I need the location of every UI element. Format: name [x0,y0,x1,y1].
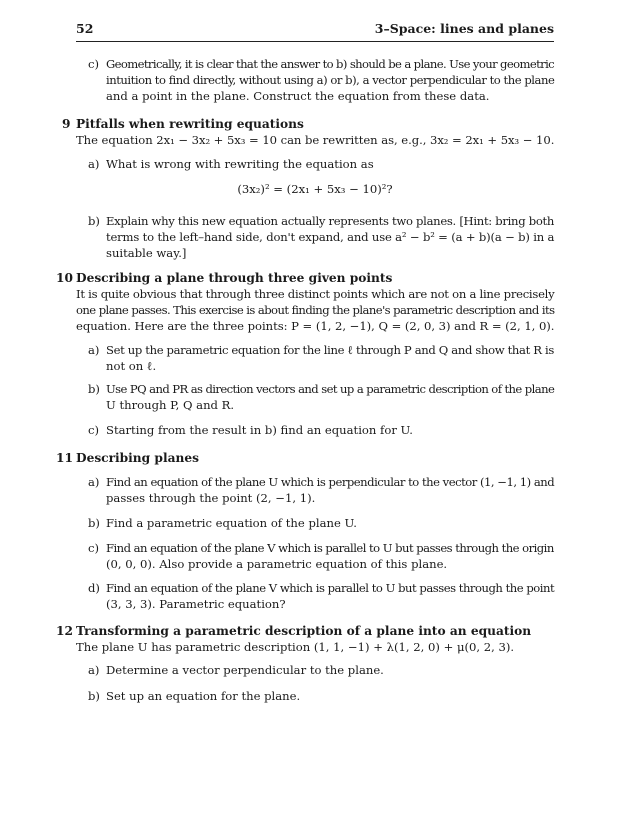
exercise-number: 9 [62,117,71,131]
paragraph-line: equation. Here are the three points: P = (1, 2, −1), Q = (2, 0, 3) and R = (2, 1, 0). [76,319,555,333]
part-label: b) [88,214,100,228]
chapter-title: 3–Space: lines and planes [374,21,554,36]
part-label: a) [88,157,100,171]
paragraph-line: The plane U has parametric description (1, 1, −1) + λ(1, 2, 0) + μ(0, 2, 3). [76,640,515,654]
paragraph-line: and a point in the plane. Construct the equation from these data. [106,89,490,103]
paragraph-line: Geometrically, it is clear that the answer to b) should be a plane. Use your geometric [106,57,555,71]
paragraph-line: one plane passes. This exercise is about finding the plane's parametric description and its [76,303,555,317]
paragraph-line: Determine a vector perpendicular to the plane. [106,663,384,677]
part-label: a) [88,475,100,489]
paragraph-line: Starting from the result in b) find an equation for U. [106,423,413,437]
paragraph-line: Set up an equation for the plane. [106,689,301,703]
part-label: a) [88,343,100,357]
exercise-title: Describing a plane through three given points [76,271,393,285]
part-label: c) [88,423,100,437]
part-label: a) [88,663,100,677]
paragraph-line: terms to the left–hand side, don't expand, and use a² − b² = (a + b)(a − b) in a [106,230,555,244]
paragraph-line: It is quite obvious that through three distinct points which are not on a line precisely [76,287,555,301]
paragraph-line: Use PQ and PR as direction vectors and set up a parametric description of the plane [106,382,555,396]
paragraph-line: Explain why this new equation actually represents two planes. [Hint: bring both [106,214,555,228]
page-number: 52 [76,21,94,36]
paragraph-line: Find an equation of the plane U which is perpendicular to the vector (1, −1, 1) and [106,475,555,489]
paragraph-line: U through P, Q and R. [106,398,235,412]
paragraph-line: not on ℓ. [106,359,157,373]
running-header [76,19,554,42]
part-label: b) [88,689,100,703]
display-equation: (3x₂)² = (2x₁ + 5x₃ − 10)²? [237,182,393,196]
paragraph-line: What is wrong with rewriting the equation as [106,157,374,171]
paragraph-line: intuition to find directly, without using a) or b), a vector perpendicular to the plane [106,73,555,87]
exercise-number: 11 [56,451,73,465]
paragraph-line: Set up the parametric equation for the line ℓ through P and Q and show that R is [106,343,554,357]
paragraph-line: The equation 2x₁ − 3x₂ + 5x₃ = 10 can be rewritten as, e.g., 3x₂ = 2x₁ + 5x₃ − 10. [76,133,555,147]
exercise-number: 12 [56,624,73,638]
exercise-title: Pitfalls when rewriting equations [76,117,304,131]
paragraph-line: (0, 0, 0). Also provide a parametric equation of this plane. [106,557,448,571]
paragraph-line: Find an equation of the plane V which is parallel to U but passes through the origin [106,541,554,555]
exercise-title: Describing planes [76,451,199,465]
paragraph-line: Find a parametric equation of the plane U. [106,516,357,530]
part-label: c) [88,541,100,555]
part-label: b) [88,516,100,530]
paragraph-line: (3, 3, 3). Parametric equation? [106,597,286,611]
paragraph-line: suitable way.] [106,246,187,260]
part-label: d) [88,581,100,595]
part-label: b) [88,382,100,396]
part-label: c) [88,57,100,71]
paragraph-line: passes through the point (2, −1, 1). [106,491,316,505]
exercise-title: Transforming a parametric description of a plane into an equation [76,624,532,638]
exercise-number: 10 [56,271,73,285]
paragraph-line: Find an equation of the plane V which is parallel to U but passes through the point [106,581,555,595]
